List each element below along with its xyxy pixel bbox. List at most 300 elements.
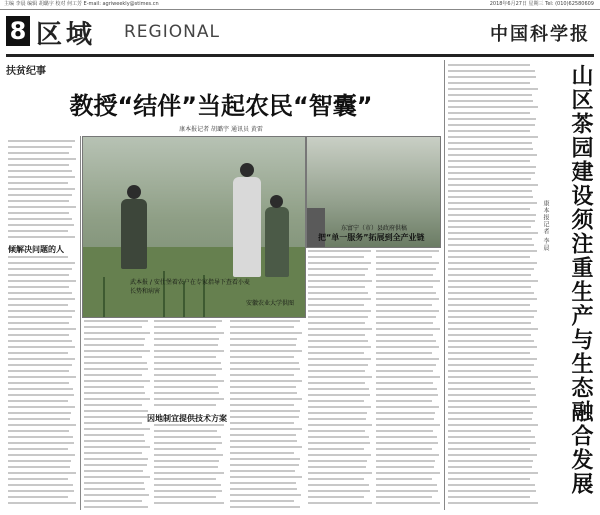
text-line xyxy=(448,118,536,120)
text-line xyxy=(448,436,535,438)
text-line xyxy=(8,218,72,220)
text-line xyxy=(84,350,150,352)
text-line xyxy=(154,496,216,498)
text-line xyxy=(376,376,440,378)
text-line xyxy=(84,404,142,406)
text-line xyxy=(376,472,440,474)
text-line xyxy=(8,376,76,378)
text-line xyxy=(8,256,68,258)
text-line xyxy=(308,286,365,288)
text-line xyxy=(8,358,75,360)
text-line xyxy=(230,380,302,382)
text-line xyxy=(8,346,75,348)
text-line xyxy=(8,394,74,396)
text-line xyxy=(230,428,302,430)
text-line xyxy=(308,496,364,498)
text-line xyxy=(84,338,145,340)
text-line xyxy=(376,280,440,282)
section-title-cn: 区域 xyxy=(36,20,97,50)
text-line xyxy=(448,244,534,246)
text-line xyxy=(8,322,69,324)
text-line xyxy=(8,352,68,354)
photo2-caption: 东富宁（市）县政府供稿 xyxy=(341,225,408,232)
text-line xyxy=(230,440,297,442)
photo-person xyxy=(233,177,261,277)
text-line xyxy=(448,154,537,156)
text-line xyxy=(8,448,68,450)
text-line xyxy=(230,368,300,370)
masthead xyxy=(0,12,600,52)
photo-caption: 武本报 / 安仕堡着农户在专家指导下查看小麦长势和病害 xyxy=(130,279,250,295)
text-line xyxy=(448,298,537,300)
text-line xyxy=(154,442,222,444)
text-line xyxy=(154,320,222,322)
text-line xyxy=(84,464,147,466)
text-line xyxy=(154,380,224,382)
text-line xyxy=(448,442,536,444)
text-line xyxy=(308,448,364,450)
text-line xyxy=(448,346,537,348)
text-line xyxy=(230,446,302,448)
text-line xyxy=(84,506,148,508)
text-line xyxy=(376,274,433,276)
text-line xyxy=(308,274,365,276)
text-line xyxy=(230,422,294,424)
text-line xyxy=(8,286,69,288)
column-divider xyxy=(80,136,81,510)
text-line xyxy=(448,490,536,492)
text-line xyxy=(376,478,432,480)
text-line xyxy=(376,298,439,300)
text-line xyxy=(376,448,432,450)
text-line xyxy=(376,286,433,288)
text-line xyxy=(448,274,531,276)
text-line xyxy=(448,220,535,222)
text-line xyxy=(376,262,439,264)
text-line xyxy=(448,130,530,132)
text-line xyxy=(376,436,437,438)
text-line xyxy=(8,436,73,438)
text-line xyxy=(448,502,538,504)
editor-info: 主编 李晨 编辑 胡璐宇 校对 何工芳 E-mail: agriweekly@stimes.cn xyxy=(4,1,159,7)
text-line xyxy=(84,428,150,430)
text-line xyxy=(448,256,530,258)
text-line xyxy=(154,338,219,340)
text-line xyxy=(84,398,150,400)
date-info: 2018年6月27日 星期三 Tel: (010)62580609 xyxy=(489,1,594,7)
text-line xyxy=(448,238,532,240)
text-line xyxy=(376,310,439,312)
text-line xyxy=(308,412,367,414)
text-line xyxy=(376,454,439,456)
text-line xyxy=(154,344,218,346)
text-line xyxy=(84,320,148,322)
text-line xyxy=(8,152,69,154)
text-line xyxy=(84,332,150,334)
text-line xyxy=(154,466,218,468)
text-line xyxy=(308,250,371,252)
text-line xyxy=(8,472,76,474)
text-line xyxy=(308,418,366,420)
text-line xyxy=(8,262,75,264)
text-line xyxy=(308,400,364,402)
text-line xyxy=(8,140,75,142)
text-line xyxy=(308,262,371,264)
text-line xyxy=(8,388,73,390)
text-line xyxy=(376,364,436,366)
text-line xyxy=(376,412,435,414)
text-line xyxy=(8,304,68,306)
text-line xyxy=(376,250,439,252)
text-line xyxy=(448,124,535,126)
text-line xyxy=(154,374,216,376)
text-line xyxy=(230,398,302,400)
text-line xyxy=(230,356,294,358)
text-line xyxy=(8,502,76,504)
text-line xyxy=(8,406,75,408)
text-line xyxy=(230,410,300,412)
text-line xyxy=(448,292,534,294)
text-line xyxy=(8,194,72,196)
text-line xyxy=(376,340,436,342)
text-line xyxy=(8,484,73,486)
text-line xyxy=(8,400,68,402)
text-line xyxy=(154,430,217,432)
text-line xyxy=(8,182,68,184)
text-line xyxy=(8,212,69,214)
text-line xyxy=(376,502,440,504)
text-line xyxy=(230,470,295,472)
text-line xyxy=(448,394,536,396)
text-line xyxy=(448,202,537,204)
text-line xyxy=(308,466,366,468)
text-line xyxy=(448,208,530,210)
page-number: 8 xyxy=(6,16,30,46)
text-line xyxy=(230,482,296,484)
text-line xyxy=(308,442,370,444)
text-line xyxy=(376,316,436,318)
text-line xyxy=(308,454,371,456)
text-line xyxy=(84,482,144,484)
photo-person-head xyxy=(307,197,318,208)
text-line xyxy=(8,454,75,456)
text-line xyxy=(8,268,72,270)
text-line xyxy=(8,206,76,208)
text-line xyxy=(8,146,72,148)
text-line xyxy=(230,386,296,388)
text-line xyxy=(448,100,533,102)
text-line xyxy=(84,476,150,478)
subhead-1: 倾解决问题的人 xyxy=(8,245,64,254)
text-line xyxy=(448,424,538,426)
text-line xyxy=(84,470,143,472)
text-line xyxy=(230,434,296,436)
text-line xyxy=(448,286,531,288)
text-line xyxy=(448,94,532,96)
photo-person-head xyxy=(270,195,283,208)
text-line xyxy=(230,338,297,340)
photo-person xyxy=(121,199,147,269)
text-line xyxy=(448,196,533,198)
text-line xyxy=(376,400,432,402)
side-article-byline: 康本报记者 李晨 xyxy=(542,200,549,252)
text-line xyxy=(448,388,535,390)
text-line xyxy=(230,416,299,418)
photo-person-head xyxy=(127,185,141,199)
text-line xyxy=(8,490,74,492)
text-line xyxy=(448,472,538,474)
text-line xyxy=(448,370,531,372)
text-line xyxy=(448,232,538,234)
text-line xyxy=(308,430,365,432)
text-line xyxy=(230,464,299,466)
photo-person xyxy=(307,137,327,197)
text-line xyxy=(84,500,142,502)
text-line xyxy=(448,376,538,378)
text-line xyxy=(154,478,216,480)
text-line xyxy=(448,262,537,264)
text-line xyxy=(448,484,535,486)
text-line xyxy=(84,434,144,436)
text-line xyxy=(308,304,364,306)
text-line xyxy=(84,416,147,418)
text-line xyxy=(154,392,219,394)
text-line xyxy=(448,190,532,192)
text-line xyxy=(8,280,76,282)
text-line xyxy=(376,352,432,354)
text-line xyxy=(376,334,433,336)
text-line xyxy=(8,176,75,178)
text-line xyxy=(448,148,533,150)
text-line xyxy=(230,488,297,490)
text-line xyxy=(308,340,368,342)
text-line xyxy=(230,452,294,454)
text-line xyxy=(308,424,372,426)
text-line xyxy=(308,298,371,300)
text-line xyxy=(448,64,530,66)
text-line xyxy=(154,404,216,406)
text-line xyxy=(154,386,218,388)
text-line xyxy=(448,250,537,252)
text-line xyxy=(308,292,368,294)
text-line xyxy=(376,484,437,486)
newspaper-logo: 中国科学报 xyxy=(490,24,590,45)
text-line xyxy=(154,484,221,486)
text-line xyxy=(448,382,531,384)
text-line xyxy=(376,358,439,360)
text-line xyxy=(376,292,436,294)
text-line xyxy=(376,304,432,306)
text-line xyxy=(154,472,224,474)
text-line xyxy=(230,476,302,478)
text-line xyxy=(448,418,532,420)
text-line xyxy=(8,478,68,480)
text-line xyxy=(8,158,76,160)
text-line xyxy=(376,268,436,270)
text-line xyxy=(308,370,365,372)
text-line xyxy=(84,374,142,376)
text-line xyxy=(448,304,530,306)
text-line xyxy=(448,88,538,90)
text-line xyxy=(376,406,439,408)
text-line xyxy=(448,466,532,468)
text-line xyxy=(448,478,530,480)
text-line xyxy=(8,418,70,420)
text-line xyxy=(448,496,530,498)
text-line xyxy=(8,200,69,202)
text-line xyxy=(84,440,145,442)
text-line xyxy=(8,298,75,300)
text-line xyxy=(376,322,433,324)
text-line xyxy=(84,488,145,490)
text-line xyxy=(376,496,432,498)
text-line xyxy=(8,316,72,318)
text-line xyxy=(308,376,372,378)
text-line xyxy=(154,368,222,370)
text-line xyxy=(8,230,68,232)
text-line xyxy=(376,466,434,468)
text-line xyxy=(308,406,371,408)
text-line xyxy=(448,172,535,174)
text-line xyxy=(230,332,302,334)
text-line xyxy=(8,340,72,342)
text-line xyxy=(448,76,536,78)
text-line xyxy=(8,424,76,426)
kicker: 扶贫纪事 xyxy=(6,66,46,77)
text-line xyxy=(230,344,296,346)
text-line xyxy=(448,310,537,312)
text-line xyxy=(376,328,440,330)
text-line xyxy=(8,334,69,336)
headline: 教授“结伴”当起农民“智囊” xyxy=(69,92,373,120)
text-line xyxy=(448,352,530,354)
text-line xyxy=(230,326,294,328)
text-line xyxy=(376,388,437,390)
text-line xyxy=(376,382,433,384)
side-article-title: 山区茶园建设须注重生产与生态融合发展 xyxy=(568,64,593,496)
text-line xyxy=(8,364,72,366)
text-line xyxy=(308,268,368,270)
text-line xyxy=(154,502,224,504)
text-line xyxy=(84,410,148,412)
text-line xyxy=(230,320,300,322)
text-line xyxy=(376,370,433,372)
text-line xyxy=(308,310,371,312)
text-line xyxy=(448,322,531,324)
text-line xyxy=(84,326,142,328)
text-line xyxy=(84,392,145,394)
text-line xyxy=(448,214,536,216)
text-line xyxy=(448,268,534,270)
text-line xyxy=(448,142,532,144)
text-line xyxy=(376,442,438,444)
text-line xyxy=(448,406,537,408)
text-line xyxy=(84,356,142,358)
text-line xyxy=(308,334,365,336)
text-line xyxy=(154,356,216,358)
text-line xyxy=(308,478,364,480)
text-line xyxy=(84,494,149,496)
text-line xyxy=(154,460,219,462)
text-line xyxy=(448,358,537,360)
text-line xyxy=(308,352,364,354)
text-line xyxy=(8,496,68,498)
text-line xyxy=(308,460,367,462)
text-line xyxy=(376,346,439,348)
text-line xyxy=(8,382,69,384)
text-line xyxy=(8,224,74,226)
text-line xyxy=(8,274,69,276)
text-line xyxy=(154,490,222,492)
text-line xyxy=(308,502,372,504)
text-line xyxy=(8,164,69,166)
text-line xyxy=(84,458,148,460)
text-line xyxy=(84,368,148,370)
text-line xyxy=(448,340,534,342)
text-line xyxy=(230,494,301,496)
photo-person xyxy=(265,207,289,277)
text-line xyxy=(154,362,221,364)
text-line xyxy=(308,472,372,474)
text-line xyxy=(448,178,531,180)
text-line xyxy=(448,184,538,186)
text-line xyxy=(8,430,69,432)
text-line xyxy=(84,452,142,454)
text-line xyxy=(308,490,370,492)
text-line xyxy=(308,316,368,318)
text-line xyxy=(230,362,299,364)
text-line xyxy=(376,430,433,432)
text-line xyxy=(230,506,300,508)
text-line xyxy=(308,484,369,486)
text-line xyxy=(448,160,530,162)
text-line xyxy=(154,332,224,334)
text-line xyxy=(448,70,535,72)
text-line xyxy=(448,106,538,108)
text-line xyxy=(84,362,147,364)
text-line xyxy=(230,374,294,376)
text-line xyxy=(448,334,531,336)
text-line xyxy=(84,422,142,424)
text-line xyxy=(308,364,368,366)
text-line xyxy=(448,400,530,402)
text-line xyxy=(448,412,533,414)
text-line xyxy=(230,392,297,394)
text-line xyxy=(448,328,538,330)
text-line xyxy=(8,442,74,444)
top-info-bar xyxy=(0,0,600,10)
text-line xyxy=(308,358,371,360)
text-line xyxy=(376,424,440,426)
text-line xyxy=(8,188,75,190)
text-line xyxy=(308,256,364,258)
text-line xyxy=(8,328,76,330)
photo-person-head xyxy=(240,163,254,177)
text-line xyxy=(376,418,434,420)
text-line xyxy=(376,394,438,396)
photo-source: 安徽农业大学供图 xyxy=(246,300,295,307)
subhead-3: 因地制宜提供技术方案 xyxy=(147,414,227,423)
text-line xyxy=(448,460,533,462)
text-line xyxy=(308,280,372,282)
text-line xyxy=(448,430,531,432)
text-line xyxy=(448,280,538,282)
text-line xyxy=(8,310,75,312)
text-line xyxy=(154,424,224,426)
text-line xyxy=(308,346,371,348)
text-line xyxy=(8,236,75,238)
text-line xyxy=(230,350,302,352)
